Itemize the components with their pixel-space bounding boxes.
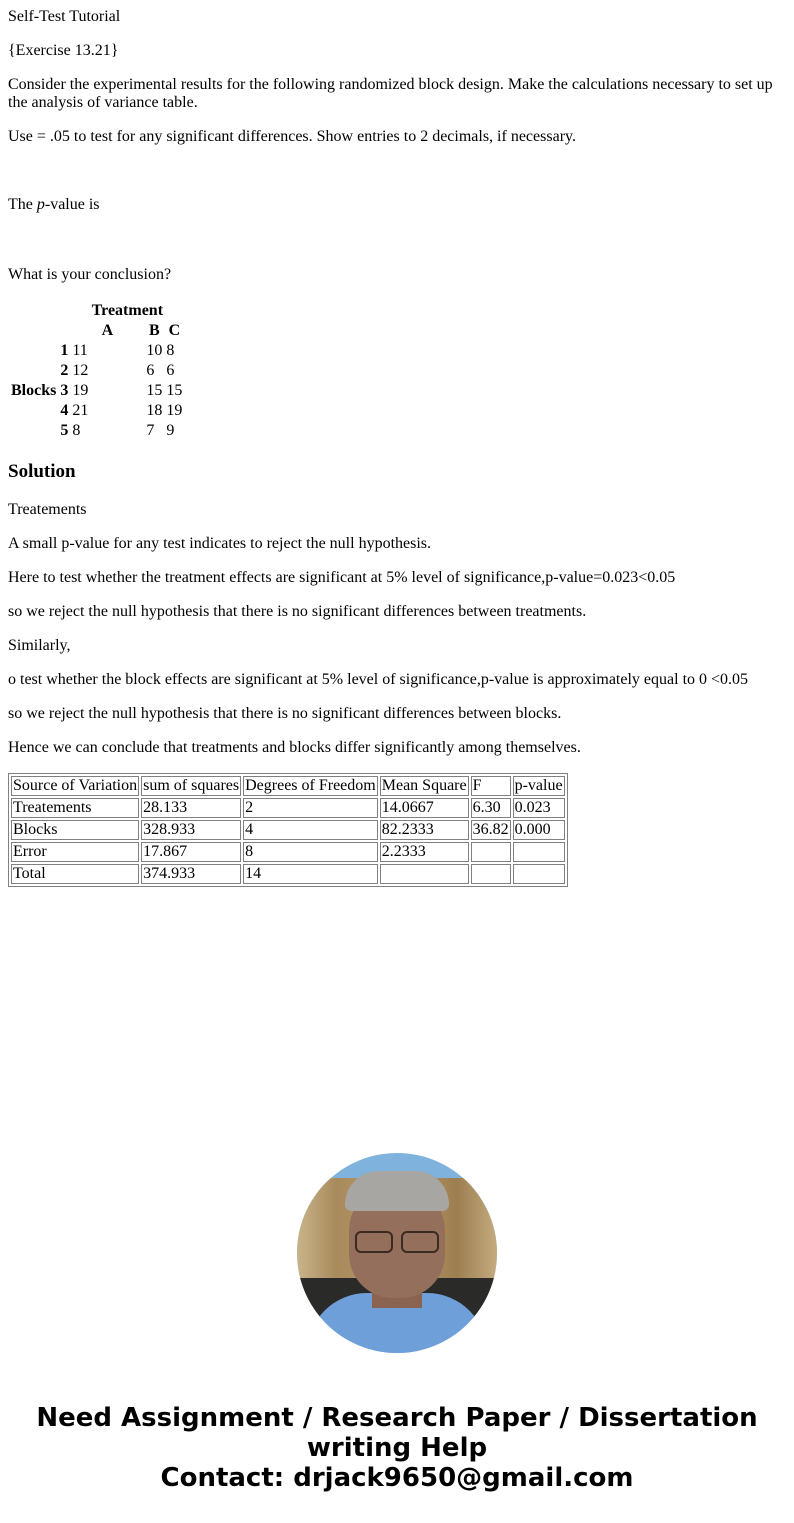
block-label: 5 — [60, 422, 69, 439]
cell-ms: 2.2333 — [380, 842, 469, 862]
cell-b: 15 — [146, 382, 163, 399]
cell-a: 12 — [72, 362, 89, 379]
solution-paragraph: Here to test whether the treatment effects are significant at 5% level of significance,p-value=0.023<0.05 — [8, 569, 676, 586]
cell-a: 21 — [72, 402, 89, 419]
cell-f — [471, 842, 511, 862]
cell-b: 10 — [146, 342, 163, 359]
cell-ms: 14.0667 — [380, 798, 469, 818]
cell-ss: 328.933 — [141, 820, 241, 840]
cell-df: 14 — [243, 864, 378, 884]
cell-b: 18 — [146, 402, 163, 419]
solution-paragraph: so we reject the null hypothesis that there is no significant differences between treatments. — [8, 603, 587, 620]
block-label: 4 — [60, 402, 69, 419]
avatar — [297, 1153, 497, 1353]
table-row — [10, 342, 183, 360]
table-row — [10, 422, 183, 440]
cell-f — [471, 864, 511, 884]
cell-source: Treatements — [11, 798, 139, 818]
question-prompt: Consider the experimental results for the following randomized block design. Make the calculations necessary to set up the analysis of variance table. — [8, 76, 773, 111]
solution-paragraph: Similarly, — [8, 637, 71, 654]
cell-source: Total — [11, 864, 139, 884]
cell-source: Blocks — [11, 820, 139, 840]
cell-pvalue: 0.023 — [513, 798, 565, 818]
cell-c: 8 — [166, 342, 175, 359]
cell-c: 9 — [166, 422, 175, 439]
column-header-b: B — [149, 322, 160, 339]
cell-pvalue: 0.000 — [513, 820, 565, 840]
table-row — [10, 362, 183, 380]
cell-c: 19 — [166, 402, 183, 419]
cell-ss: 17.867 — [141, 842, 241, 862]
pvalue-prompt — [8, 196, 100, 214]
cell-df: 2 — [243, 798, 378, 818]
solution-paragraph: o test whether the block effects are significant at 5% level of significance,p-value is approximately equal to 0 <0.05 — [8, 671, 749, 688]
avatar-hair — [345, 1171, 449, 1211]
solution-heading: Solution — [8, 461, 76, 482]
solution-paragraph: so we reject the null hypothesis that there is no significant differences between blocks. — [8, 705, 562, 722]
cell-ss: 374.933 — [141, 864, 241, 884]
cell-c: 15 — [166, 382, 183, 399]
treatment-header-row — [10, 302, 183, 320]
cell-ss: 28.133 — [141, 798, 241, 818]
cell-df: 8 — [243, 842, 378, 862]
solution-paragraph: Treatements — [8, 501, 87, 518]
exercise-label: {Exercise 13.21} — [8, 42, 119, 59]
table-row — [10, 382, 183, 400]
anova-table — [8, 773, 568, 887]
cell-a: 19 — [72, 382, 89, 399]
pvalue-italic-p: p — [36, 196, 45, 213]
table-row — [11, 864, 565, 884]
cell-pvalue — [513, 864, 565, 884]
header-pvalue: p-value — [514, 777, 563, 794]
treatment-data-table — [8, 300, 185, 442]
treatment-group-header: Treatment — [91, 302, 164, 319]
pvalue-suffix: -value is — [44, 196, 100, 213]
table-row — [11, 798, 565, 818]
block-label: 3 — [60, 382, 69, 399]
header-f: F — [471, 776, 511, 796]
block-label: 2 — [60, 362, 69, 379]
cell-c: 6 — [166, 362, 175, 379]
cell-f: 6.30 — [471, 798, 511, 818]
block-label: 1 — [60, 342, 69, 359]
column-header-a: A — [101, 322, 114, 339]
table-row — [10, 402, 183, 420]
treatment-column-row — [10, 322, 183, 340]
cell-pvalue — [513, 842, 565, 862]
banner-line-1: Need Assignment / Research Paper / Dissertation — [36, 1403, 758, 1433]
table-row — [11, 820, 565, 840]
cell-a: 8 — [72, 422, 81, 439]
question-instruction: Use = .05 to test for any significant differences. Show entries to 2 decimals, if necessary. — [8, 128, 576, 145]
column-header-c: C — [168, 322, 181, 339]
banner-contact: Contact: drjack9650@gmail.com — [160, 1463, 634, 1493]
tutorial-title: Self-Test Tutorial — [8, 8, 121, 25]
header-ss: sum of squares — [143, 777, 240, 794]
cell-df: 4 — [243, 820, 378, 840]
table-row — [11, 842, 565, 862]
pvalue-prefix: The — [8, 196, 37, 213]
conclusion-prompt: What is your conclusion? — [8, 266, 172, 283]
banner-line-2: writing Help — [306, 1433, 488, 1463]
solution-paragraph: Hence we can conclude that treatments and blocks differ significantly among themselves. — [8, 739, 581, 756]
anova-header-row — [11, 776, 565, 796]
cell-ms — [380, 864, 469, 884]
contact-banner — [0, 1403, 794, 1493]
cell-ms: 82.2333 — [380, 820, 469, 840]
cell-source: Error — [11, 842, 139, 862]
cell-b: 7 — [146, 422, 155, 439]
header-source: Source of Variation — [13, 777, 138, 794]
header-ms: Mean Square — [381, 777, 467, 794]
cell-a: 11 — [72, 342, 88, 359]
glasses-icon — [355, 1231, 439, 1251]
blocks-group-label: Blocks — [11, 382, 57, 399]
header-df: Degrees of Freedom — [245, 777, 376, 794]
cell-f: 36.82 — [472, 821, 509, 838]
solution-paragraph: A small p-value for any test indicates to reject the null hypothesis. — [8, 535, 432, 552]
cell-b: 6 — [146, 362, 155, 379]
